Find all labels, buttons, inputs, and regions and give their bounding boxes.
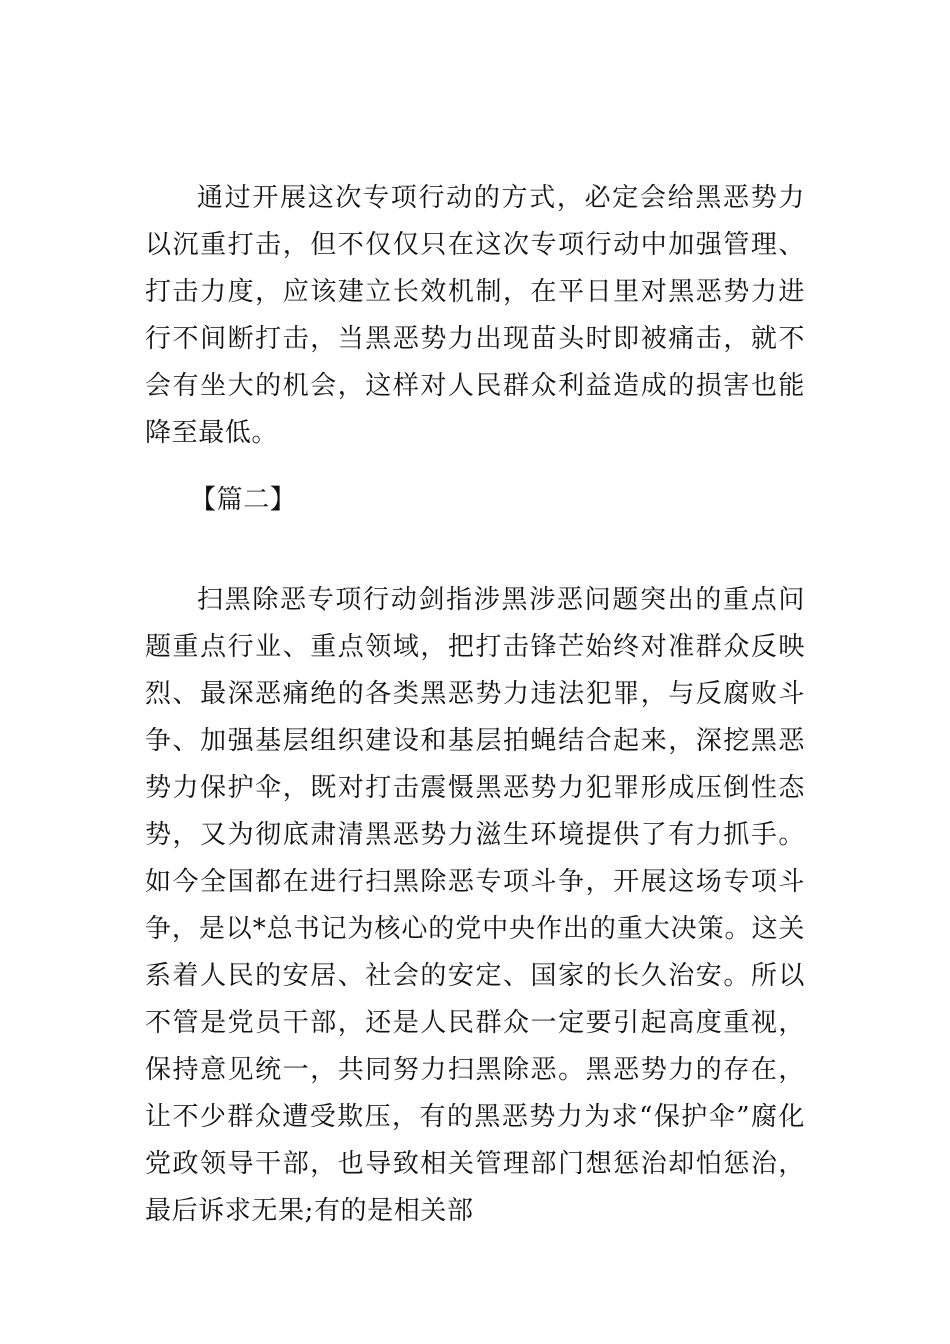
paragraph-2: 扫黑除恶专项行动剑指涉黑涉恶问题突出的重点问题重点行业、重点领域，把打击锋芒始终对准群众反映烈、最深恶痛绝的各类黑恶势力违法犯罪，与反腐败斗争、加强基层组织建设和基层拍蝇结合起来，深挖黑恶势力保护伞，既对打击震慑黑恶势力犯罪形成压倒性态势，又为彻底肃清黑恶势力滋生环境提供了有力抓手。如今全国都在进行扫黑除恶专项斗争，开展这场专项斗争，是以*总书记为核心的党中央作出的重大决策。这关系着人民的安居、社会的安定、国家的长久治安。所以不管是党员干部，还是人民群众一定要引起高度重视，保持意见统一，共同努力扫黑除恶。黑恶势力的存在，让不少群众遭受欺压，有的黑恶势力为求“保护伞”腐化党政领导干部，也导致相关管理部门想惩治却怕惩治，最后诉求无果;有的是相关部 xyxy=(145,585,805,1226)
paragraph-1: 通过开展这次专项行动的方式，必定会给黑恶势力以沉重打击，但不仅仅只在这次专项行动中加强管理、打击力度，应该建立长效机制，在平日里对黑恶势力进行不间断打击，当黑恶势力出现苗头时即被痛击，就不会有坐大的机会，这样对人民群众利益造成的损害也能降至最低。 xyxy=(145,183,805,448)
section-heading: 【篇二】 xyxy=(190,485,297,515)
